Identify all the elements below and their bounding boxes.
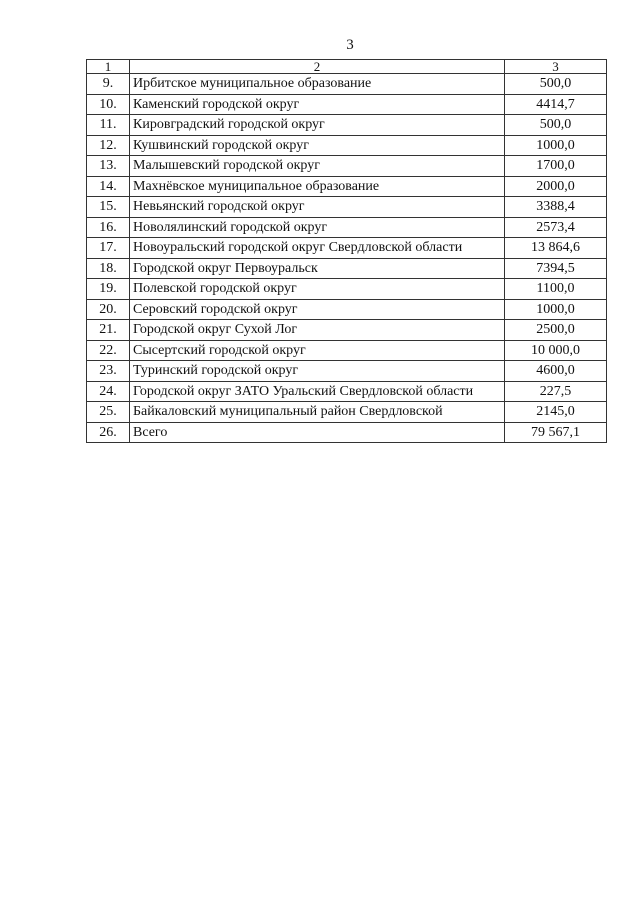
table-row bbox=[87, 402, 607, 423]
row-number-cell: 14. bbox=[87, 176, 130, 197]
row-value-cell: 13 864,6 bbox=[505, 238, 607, 259]
page-number: 3 bbox=[346, 37, 354, 53]
row-name-cell: Сысертский городской округ bbox=[130, 340, 505, 361]
header-cell-number: 1 bbox=[87, 60, 130, 74]
row-name-cell: Городской округ Сухой Лог bbox=[130, 320, 505, 341]
row-name-cell: Городской округ Первоуральск bbox=[130, 258, 505, 279]
row-name-cell: Серовский городской округ bbox=[130, 299, 505, 320]
row-name-cell: Невьянский городской округ bbox=[130, 197, 505, 218]
table-row bbox=[87, 115, 607, 136]
row-value-cell: 500,0 bbox=[505, 74, 607, 95]
row-number-cell: 10. bbox=[87, 94, 130, 115]
row-value-cell: 1000,0 bbox=[505, 299, 607, 320]
table-row bbox=[87, 340, 607, 361]
row-value-cell: 1700,0 bbox=[505, 156, 607, 177]
table-row bbox=[87, 238, 607, 259]
table-row bbox=[87, 422, 607, 443]
row-name-cell: Байкаловский муниципальный район Свердловской bbox=[130, 402, 505, 423]
row-value-cell: 3388,4 bbox=[505, 197, 607, 218]
row-number-cell: 17. bbox=[87, 238, 130, 259]
row-number-cell: 21. bbox=[87, 320, 130, 341]
row-number-cell: 13. bbox=[87, 156, 130, 177]
row-name-cell: Всего bbox=[130, 422, 505, 443]
table-body bbox=[87, 60, 607, 443]
row-number-cell: 22. bbox=[87, 340, 130, 361]
row-number-cell: 23. bbox=[87, 361, 130, 382]
table-row bbox=[87, 217, 607, 238]
allocation-table bbox=[86, 59, 607, 443]
row-number-cell: 9. bbox=[87, 74, 130, 95]
table-row bbox=[87, 135, 607, 156]
row-name-cell: Малышевский городской округ bbox=[130, 156, 505, 177]
row-name-cell: Кировградский городской округ bbox=[130, 115, 505, 136]
row-number-cell: 16. bbox=[87, 217, 130, 238]
row-number-cell: 24. bbox=[87, 381, 130, 402]
row-value-cell: 227,5 bbox=[505, 381, 607, 402]
table-row bbox=[87, 299, 607, 320]
row-number-cell: 11. bbox=[87, 115, 130, 136]
table-row bbox=[87, 258, 607, 279]
row-value-cell: 10 000,0 bbox=[505, 340, 607, 361]
table-row bbox=[87, 197, 607, 218]
row-value-cell: 2500,0 bbox=[505, 320, 607, 341]
row-name-cell: Городской округ ЗАТО Уральский Свердловской области bbox=[130, 381, 505, 402]
row-number-cell: 15. bbox=[87, 197, 130, 218]
row-name-cell: Новоуральский городской округ Свердловской области bbox=[130, 238, 505, 259]
header-cell-value: 3 bbox=[505, 60, 607, 74]
row-number-cell: 19. bbox=[87, 279, 130, 300]
table-row bbox=[87, 176, 607, 197]
row-value-cell: 4414,7 bbox=[505, 94, 607, 115]
row-value-cell: 500,0 bbox=[505, 115, 607, 136]
row-name-cell: Полевской городской округ bbox=[130, 279, 505, 300]
row-number-cell: 18. bbox=[87, 258, 130, 279]
table-row bbox=[87, 74, 607, 95]
table-row bbox=[87, 279, 607, 300]
row-name-cell: Махнёвское муниципальное образование bbox=[130, 176, 505, 197]
table-row bbox=[87, 361, 607, 382]
row-name-cell: Кушвинский городской округ bbox=[130, 135, 505, 156]
row-number-cell: 26. bbox=[87, 422, 130, 443]
row-name-cell: Новолялинский городской округ bbox=[130, 217, 505, 238]
row-value-cell: 7394,5 bbox=[505, 258, 607, 279]
row-value-cell: 2145,0 bbox=[505, 402, 607, 423]
row-number-cell: 25. bbox=[87, 402, 130, 423]
row-name-cell: Туринский городской округ bbox=[130, 361, 505, 382]
row-name-cell: Ирбитское муниципальное образование bbox=[130, 74, 505, 95]
table-row bbox=[87, 320, 607, 341]
table-row bbox=[87, 156, 607, 177]
row-value-cell: 1000,0 bbox=[505, 135, 607, 156]
header-cell-name: 2 bbox=[130, 60, 505, 74]
row-value-cell: 2573,4 bbox=[505, 217, 607, 238]
row-number-cell: 12. bbox=[87, 135, 130, 156]
table-row bbox=[87, 381, 607, 402]
row-value-cell: 1100,0 bbox=[505, 279, 607, 300]
row-name-cell: Каменский городской округ bbox=[130, 94, 505, 115]
row-value-cell: 79 567,1 bbox=[505, 422, 607, 443]
table-header-row bbox=[87, 60, 607, 74]
row-value-cell: 2000,0 bbox=[505, 176, 607, 197]
table-row bbox=[87, 94, 607, 115]
row-value-cell: 4600,0 bbox=[505, 361, 607, 382]
row-number-cell: 20. bbox=[87, 299, 130, 320]
